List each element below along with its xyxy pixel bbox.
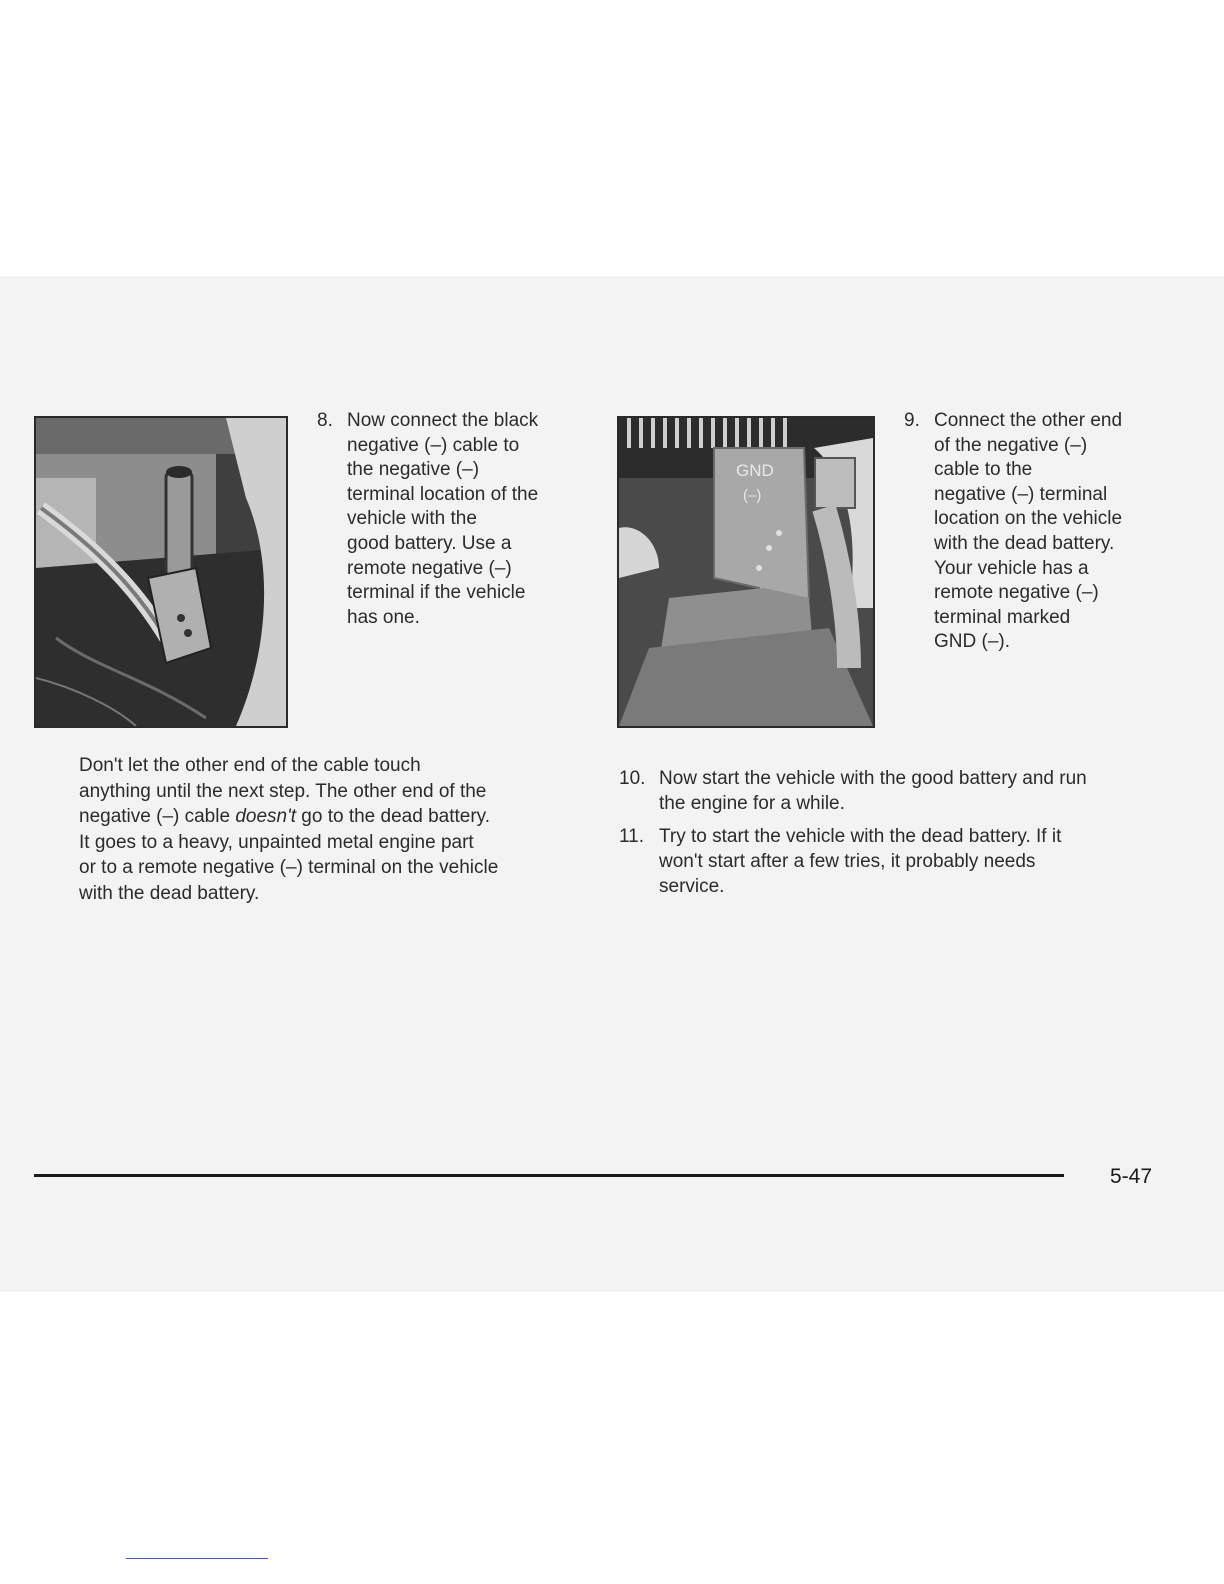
- manual-page: [0, 276, 1224, 1292]
- step-number: 8.: [317, 410, 333, 431]
- page-number: 5-47: [1110, 1165, 1153, 1188]
- step-text: Try to start the vehicle with the dead battery. If it won't start after a few tries, it probably needs service.: [659, 826, 1062, 897]
- step-text: Now start the vehicle with the good battery and run the engine for a while.: [659, 768, 1087, 814]
- footer-rule: [34, 1174, 1064, 1177]
- gnd-label: GND: [736, 461, 774, 480]
- bottom-link-underline: [126, 1558, 268, 1559]
- photo-jumper-clamp: [34, 416, 288, 728]
- photo-gnd-terminal: [617, 416, 875, 728]
- cable-warning-paragraph: Don't let the other end of the cable touch anything until the next step. The other end of the negative (–) cable doesn't go to the dead battery. It goes to a heavy, unpainted metal engine part or to a remote negative (–) terminal on the vehicle with the dead battery.: [79, 755, 499, 904]
- step-text: Now connect the black negative (–) cable to the negative (–) terminal location of the vehicle with the good battery. Use a remote negative (–) terminal if the vehicle has one.: [347, 410, 539, 628]
- step-number: 11.: [619, 826, 645, 847]
- gnd-symbol: (–): [743, 487, 762, 504]
- clamp-illustration: [36, 418, 286, 726]
- step-text: Connect the other end of the negative (–) cable to the negative (–) terminal location on the vehicle with the dead battery. Your vehicle has a remote negative (–) terminal marked GND (–).: [934, 410, 1123, 653]
- step-number: 9.: [904, 410, 920, 431]
- step-number: 10.: [619, 768, 646, 789]
- gnd-bracket-illustration: [619, 418, 873, 726]
